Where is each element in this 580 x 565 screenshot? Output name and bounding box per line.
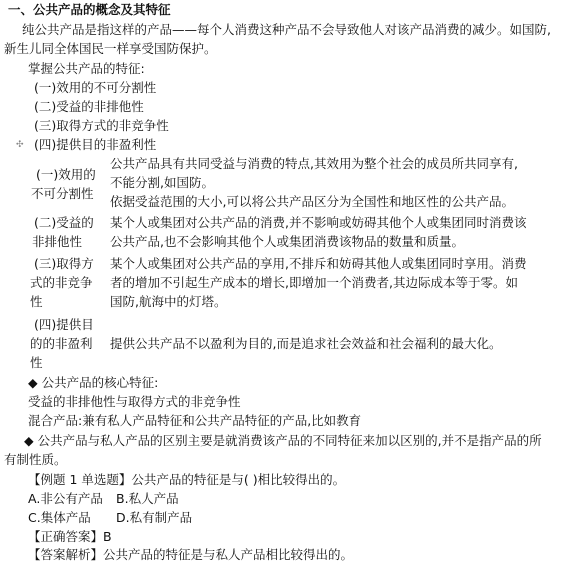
table-row-text: 依据受益范围的大小,可以将公共产品区分为全国性和地区性的公共产品。 <box>110 194 514 209</box>
table-row-label: (四)提供目 <box>34 317 94 332</box>
core-title <box>28 374 158 392</box>
core-title-text: 公共产品的核心特征: <box>41 375 159 390</box>
table-row-label: 式的非竞争 <box>30 275 93 290</box>
table-row-text: 不能分割,如国防。 <box>110 175 214 190</box>
difference-text: 公共产品与私人产品的区别主要是就消费该产品的不同特征来加以区别的,并不是指产品的所 <box>37 433 542 448</box>
feature-item: (二)受益的非排他性 <box>34 99 144 114</box>
option-row <box>28 490 179 508</box>
option-row <box>28 509 193 527</box>
table-row-label: 非排他性 <box>32 234 83 249</box>
table-row-label: (一)效用的 <box>36 167 96 182</box>
table-row-label: 性 <box>30 294 43 309</box>
table-row-text: 提供公共产品不以盈利为目的,而是追求社会效益和社会福利的最大化。 <box>110 336 502 351</box>
move-handle-icon[interactable]: ✣ <box>16 140 24 150</box>
table-row-text: 公共产品,也不会影响其他个人或集团消费该物品的数量和质量。 <box>110 234 464 249</box>
table-row-text: 者的增加不引起生产成本的增长,即增加一个消费者,其边际成本等于零。如 <box>110 275 518 290</box>
option-d[interactable]: D.私有制产品 <box>116 510 193 525</box>
mixed-products: 混合产品:兼有私人产品特征和公共产品特征的产品,比如教育 <box>28 413 362 428</box>
section-heading: 一、公共产品的概念及其特征 <box>8 2 171 17</box>
feature-item: (一)效用的不可分割性 <box>34 80 157 95</box>
table-row-text: 国防,航海中的灯塔。 <box>110 294 227 309</box>
table-row-text: 某个人或集团对公共产品的消费,并不影响或妨碍其他个人或集团同时消费该 <box>110 215 527 230</box>
table-row-text: 公共产品具有共同受益与消费的特点,其效用为整个社会的成员所共同享有, <box>110 156 518 171</box>
option-c[interactable]: C.集体产品 <box>28 510 91 525</box>
explanation-label: 【答案解析】 <box>28 547 104 562</box>
answer-value: B <box>103 529 112 544</box>
feature-item: (四)提供目的非盈利性 <box>34 137 157 152</box>
option-b[interactable]: B.私人产品 <box>116 491 179 506</box>
bullet-icon: ◆ <box>28 375 38 390</box>
intro-line-1: 纯公共产品是指这样的产品——每个人消费这种产品不会导致他人对该产品消费的减少。如国防, <box>22 22 551 37</box>
table-row-label: (三)取得方 <box>34 256 94 271</box>
answer-explanation <box>28 546 353 564</box>
core-line: 受益的非排他性与取得方式的非竞争性 <box>28 394 241 409</box>
bullet-icon: ◆ <box>24 433 34 448</box>
answer-label: 【正确答案】 <box>28 529 104 544</box>
table-row-label: 不可分割性 <box>31 186 94 201</box>
table-row-label: 的的非盈利 <box>30 336 93 351</box>
explanation-text: 公共产品的特征是与私人产品相比较得出的。 <box>103 547 354 562</box>
difference-line-2: 有制性质。 <box>4 452 67 467</box>
feature-item: (三)取得方式的非竞争性 <box>34 118 169 133</box>
option-a[interactable]: A.非公有产品 <box>28 491 103 506</box>
table-row-label: (二)受益的 <box>34 215 94 230</box>
table-row-label: 性 <box>30 355 43 370</box>
correct-answer <box>28 528 112 546</box>
example-question: 【例题 1 单选题】公共产品的特征是与( )相比较得出的。 <box>28 472 346 487</box>
difference-line-1 <box>24 432 542 450</box>
features-title: 掌握公共产品的特征: <box>28 61 145 76</box>
table-row-text: 某个人或集团对公共产品的享用,不排斥和妨碍其他人或集团同时享用。消费 <box>110 256 527 271</box>
intro-line-2: 新生儿同全体国民一样享受国防保护。 <box>4 41 217 56</box>
